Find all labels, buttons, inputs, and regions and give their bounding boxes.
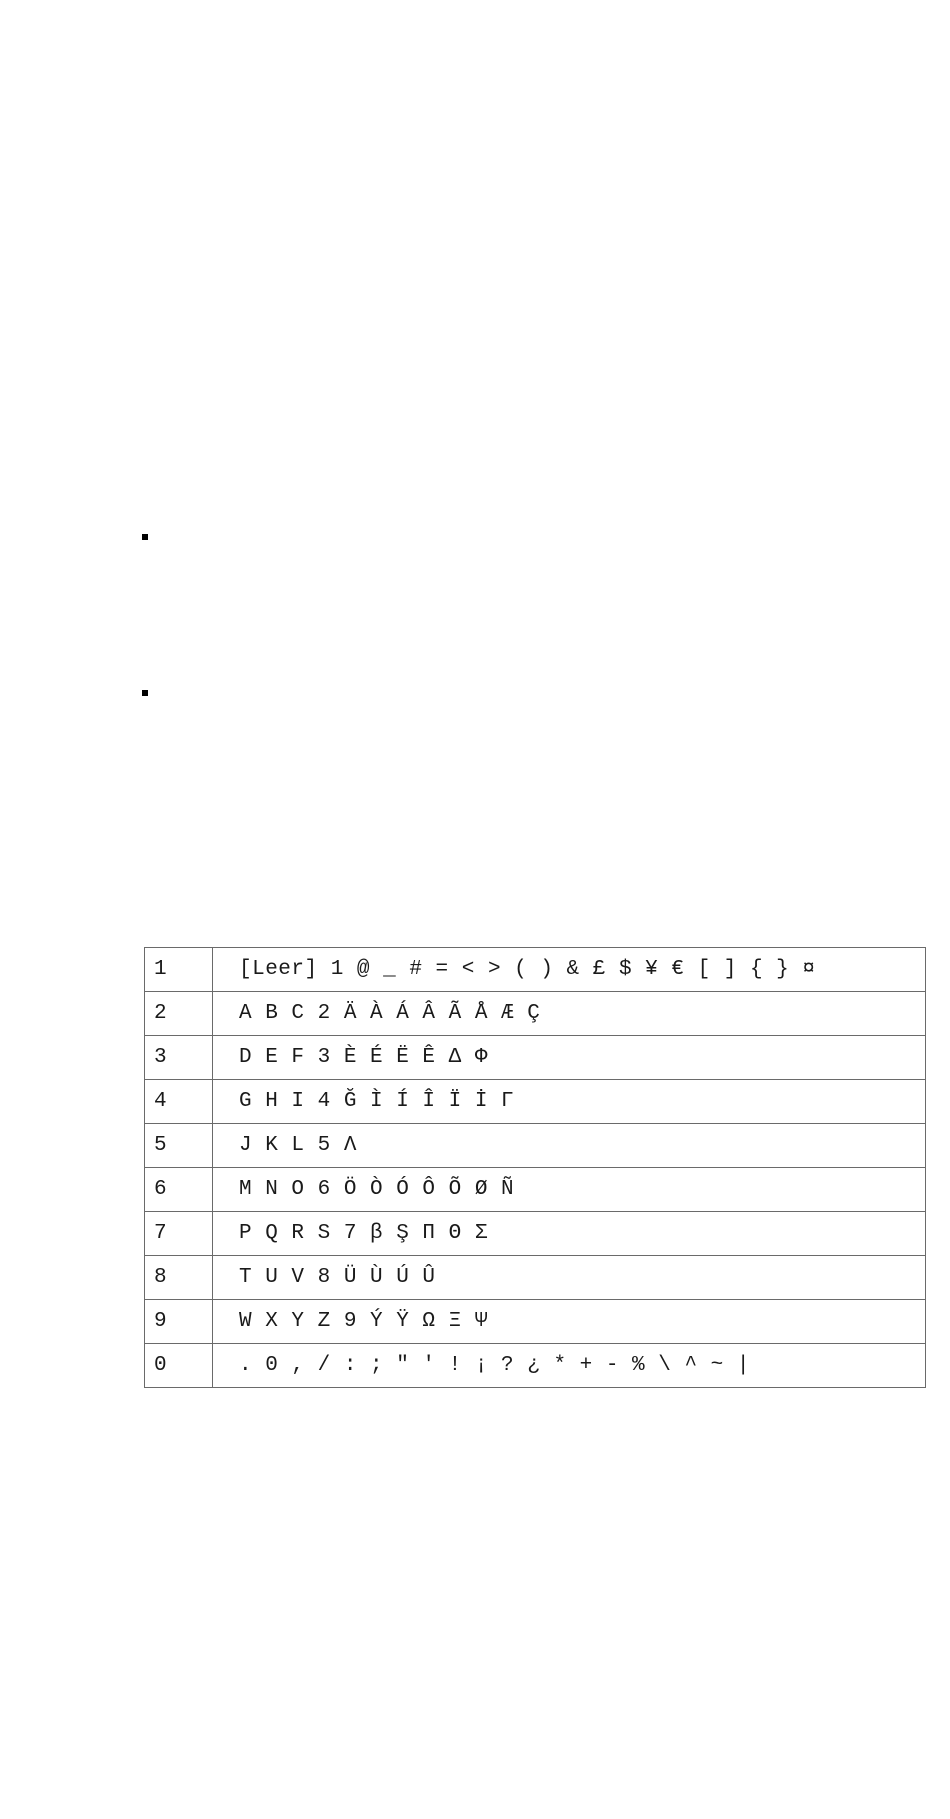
table-row	[145, 1212, 926, 1256]
key-number: 6	[145, 1168, 213, 1212]
table-row	[145, 992, 926, 1036]
bullet-marker	[142, 690, 148, 696]
table-row	[145, 1300, 926, 1344]
table-row	[145, 1124, 926, 1168]
key-number: 1	[145, 948, 213, 992]
key-characters: J K L 5 Λ	[213, 1124, 926, 1168]
key-number: 8	[145, 1256, 213, 1300]
bullet-marker	[142, 534, 148, 540]
keypad-character-table	[144, 947, 926, 1388]
key-characters: . 0 , / : ; " ' ! ¡ ? ¿ * + - % \ ^ ~ |	[213, 1344, 926, 1388]
key-characters: D E F 3 È É Ë Ê Δ Φ	[213, 1036, 926, 1080]
table-row	[145, 1256, 926, 1300]
key-characters: P Q R S 7 β Ş Π Θ Σ	[213, 1212, 926, 1256]
key-number: 7	[145, 1212, 213, 1256]
key-number: 5	[145, 1124, 213, 1168]
key-characters: W X Y Z 9 Ý Ÿ Ω Ξ Ψ	[213, 1300, 926, 1344]
table-row	[145, 1344, 926, 1388]
table-row	[145, 1036, 926, 1080]
key-characters: A B C 2 Ä À Á Â Ã Å Æ Ç	[213, 992, 926, 1036]
key-number: 4	[145, 1080, 213, 1124]
key-characters: G H I 4 Ğ Ì Í Î Ï İ Γ	[213, 1080, 926, 1124]
table-row	[145, 1080, 926, 1124]
key-characters: M N O 6 Ö Ò Ó Ô Õ Ø Ñ	[213, 1168, 926, 1212]
table-row	[145, 948, 926, 992]
key-characters: [Leer] 1 @ _ # = < > ( ) & £ $ ¥ € [ ] { } ¤	[213, 948, 926, 992]
key-number: 9	[145, 1300, 213, 1344]
key-number: 0	[145, 1344, 213, 1388]
key-number: 2	[145, 992, 213, 1036]
key-number: 3	[145, 1036, 213, 1080]
key-characters: T U V 8 Ü Ù Ú Û	[213, 1256, 926, 1300]
table-row	[145, 1168, 926, 1212]
